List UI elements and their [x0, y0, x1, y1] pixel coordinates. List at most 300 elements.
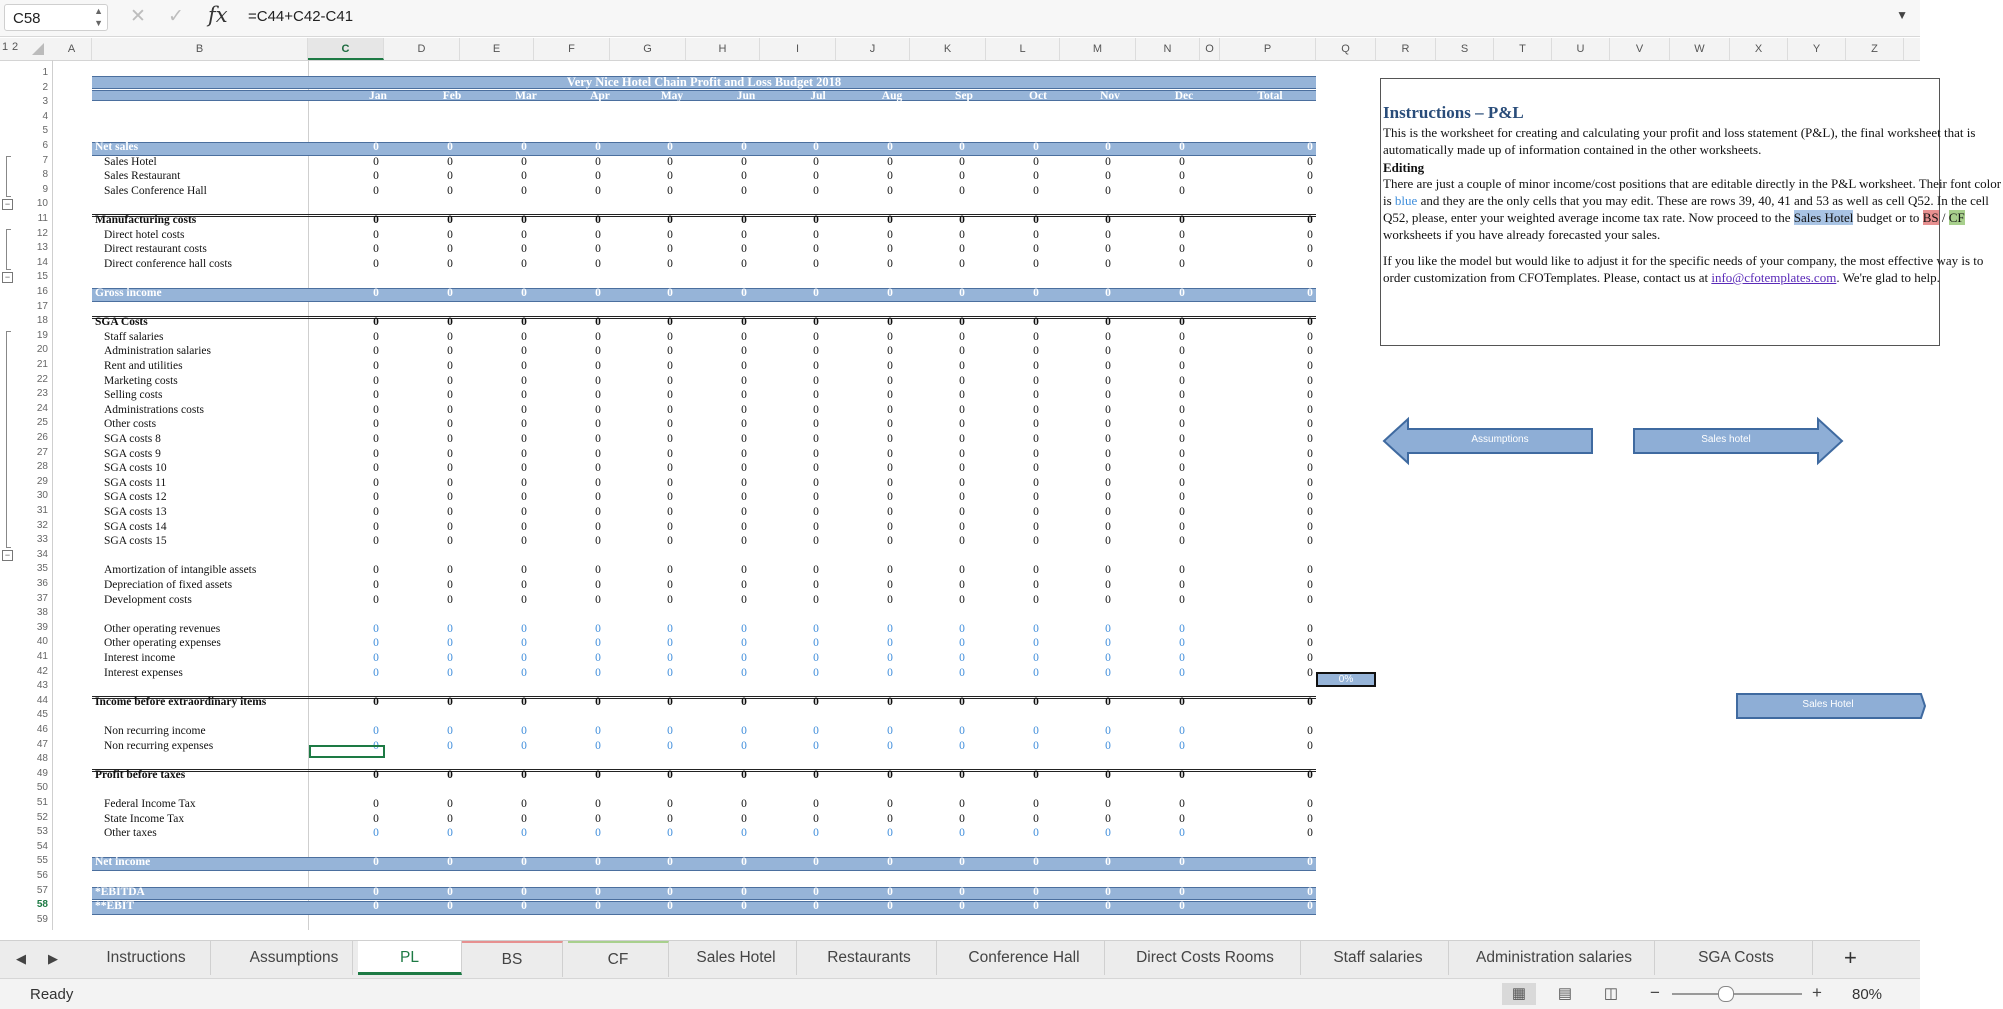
row-header-54[interactable]: 54	[36, 840, 48, 852]
value-cell[interactable]: 0	[667, 666, 673, 679]
value-cell[interactable]: 0	[447, 141, 453, 153]
value-cell[interactable]: 0	[595, 418, 601, 431]
value-cell[interactable]: 0	[741, 827, 747, 840]
value-cell[interactable]: 0	[447, 374, 453, 387]
column-header-j[interactable]: J	[836, 38, 910, 60]
row-label-6[interactable]: Net sales	[95, 141, 139, 153]
row-header-2[interactable]: 2	[42, 81, 48, 93]
value-cell[interactable]: 0	[373, 637, 379, 650]
value-cell[interactable]: 0	[959, 141, 965, 153]
value-cell[interactable]: 0	[887, 506, 893, 518]
value-cell[interactable]: 0	[887, 389, 893, 402]
value-cell[interactable]: 0	[887, 520, 893, 533]
value-cell[interactable]: 0	[447, 330, 453, 343]
value-cell[interactable]: 0	[595, 622, 601, 635]
value-cell[interactable]: 0	[741, 447, 747, 460]
value-cell[interactable]: 0	[521, 330, 527, 343]
value-cell[interactable]: 0	[813, 476, 819, 489]
value-cell[interactable]: 0	[741, 506, 747, 518]
row-label-40[interactable]: Other operating expenses	[104, 637, 221, 650]
row-header-58[interactable]: 58	[36, 899, 48, 911]
page-layout-view-icon[interactable]: ▤	[1557, 985, 1573, 1002]
collapse-group-icon[interactable]: −	[2, 550, 13, 561]
value-cell[interactable]: 0	[813, 579, 819, 591]
value-cell[interactable]: 0	[373, 257, 379, 270]
value-cell[interactable]: 0	[959, 535, 965, 548]
value-cell[interactable]: 0	[959, 214, 965, 226]
value-cell[interactable]: 0	[1033, 403, 1039, 416]
value-cell[interactable]: 0	[1105, 856, 1111, 869]
value-cell[interactable]: 0	[887, 462, 893, 475]
row-header-38[interactable]: 38	[36, 607, 48, 619]
value-cell[interactable]: 0	[1033, 462, 1039, 475]
value-cell[interactable]: 0	[813, 170, 819, 183]
row-header-25[interactable]: 25	[36, 417, 48, 429]
value-cell[interactable]: 0	[595, 389, 601, 402]
value-cell[interactable]: 0	[1105, 506, 1111, 518]
value-cell[interactable]: 0	[447, 900, 453, 913]
value-cell[interactable]: 0	[1105, 243, 1111, 256]
value-cell[interactable]: 0	[959, 243, 965, 256]
row-label-16[interactable]: Gross income	[95, 287, 162, 299]
value-cell[interactable]: 0	[813, 374, 819, 387]
value-cell[interactable]: 0	[1307, 170, 1313, 183]
row-label-12[interactable]: Direct hotel costs	[104, 228, 185, 241]
value-cell[interactable]: 0	[741, 579, 747, 591]
row-header-8[interactable]: 8	[42, 169, 48, 181]
row-label-41[interactable]: Interest income	[104, 652, 176, 664]
value-cell[interactable]: 0	[667, 287, 673, 299]
column-header-w[interactable]: W	[1670, 38, 1730, 60]
value-cell[interactable]: 0	[595, 593, 601, 606]
value-cell[interactable]: 0	[1105, 345, 1111, 358]
row-header-12[interactable]: 12	[36, 227, 48, 239]
row-header-42[interactable]: 42	[36, 665, 48, 677]
value-cell[interactable]: 0	[813, 812, 819, 825]
value-cell[interactable]: 0	[741, 243, 747, 256]
row-header-18[interactable]: 18	[36, 315, 48, 327]
value-cell[interactable]: 0	[373, 462, 379, 475]
value-cell[interactable]: 0	[1307, 462, 1313, 475]
value-cell[interactable]: 0	[1105, 462, 1111, 475]
row-label-22[interactable]: Marketing costs	[104, 374, 178, 387]
value-cell[interactable]: 0	[667, 447, 673, 460]
value-cell[interactable]: 0	[667, 652, 673, 664]
value-cell[interactable]: 0	[1179, 827, 1185, 840]
value-cell[interactable]: 0	[1033, 418, 1039, 431]
value-cell[interactable]: 0	[667, 491, 673, 504]
value-cell[interactable]: 0	[1307, 257, 1313, 270]
value-cell[interactable]: 0	[521, 827, 527, 840]
row-header-22[interactable]: 22	[36, 373, 48, 385]
value-cell[interactable]: 0	[741, 228, 747, 241]
value-cell[interactable]: 0	[1033, 579, 1039, 591]
value-cell[interactable]: 0	[447, 593, 453, 606]
value-cell[interactable]: 0	[1105, 739, 1111, 752]
value-cell[interactable]: 0	[959, 433, 965, 445]
value-cell[interactable]: 0	[521, 695, 527, 708]
value-cell[interactable]: 0	[1179, 652, 1185, 664]
value-cell[interactable]: 0	[667, 360, 673, 372]
value-cell[interactable]: 0	[373, 564, 379, 577]
row-header-45[interactable]: 45	[36, 709, 48, 721]
value-cell[interactable]: 0	[1033, 798, 1039, 810]
value-cell[interactable]: 0	[813, 535, 819, 548]
value-cell[interactable]: 0	[595, 447, 601, 460]
value-cell[interactable]: 0	[595, 652, 601, 664]
row-label-25[interactable]: Other costs	[104, 418, 157, 431]
value-cell[interactable]: 0	[667, 141, 673, 153]
row-header-47[interactable]: 47	[36, 738, 48, 750]
value-cell[interactable]: 0	[667, 257, 673, 270]
value-cell[interactable]: 0	[1105, 695, 1111, 708]
value-cell[interactable]: 0	[1179, 695, 1185, 708]
value-cell[interactable]: 0	[447, 768, 453, 781]
value-cell[interactable]: 0	[887, 374, 893, 387]
value-cell[interactable]: 0	[1307, 403, 1313, 416]
value-cell[interactable]: 0	[1105, 389, 1111, 402]
value-cell[interactable]: 0	[521, 593, 527, 606]
value-cell[interactable]: 0	[1307, 447, 1313, 460]
row-header-20[interactable]: 20	[36, 344, 48, 356]
row-header-27[interactable]: 27	[36, 446, 48, 458]
value-cell[interactable]: 0	[667, 330, 673, 343]
value-cell[interactable]: 0	[1033, 520, 1039, 533]
row-label-35[interactable]: Amortization of intangible assets	[104, 564, 257, 577]
row-header-3[interactable]: 3	[42, 96, 48, 108]
value-cell[interactable]: 0	[813, 155, 819, 168]
value-cell[interactable]: 0	[447, 447, 453, 460]
value-cell[interactable]: 0	[959, 316, 965, 329]
value-cell[interactable]: 0	[813, 184, 819, 197]
value-cell[interactable]: 0	[373, 141, 379, 153]
tab-instructions[interactable]: Instructions	[82, 941, 211, 975]
column-header-z[interactable]: Z	[1846, 38, 1904, 60]
row-label-14[interactable]: Direct conference hall costs	[104, 257, 233, 270]
row-header-24[interactable]: 24	[36, 402, 48, 414]
value-cell[interactable]: 0	[887, 768, 893, 781]
value-cell[interactable]: 0	[1105, 403, 1111, 416]
value-cell[interactable]: 0	[741, 389, 747, 402]
value-cell[interactable]: 0	[1179, 506, 1185, 518]
value-cell[interactable]: 0	[1105, 812, 1111, 825]
value-cell[interactable]: 0	[373, 214, 379, 226]
value-cell[interactable]: 0	[1179, 535, 1185, 548]
value-cell[interactable]: 0	[959, 885, 965, 898]
value-cell[interactable]: 0	[1033, 900, 1039, 913]
value-cell[interactable]: 0	[1307, 652, 1313, 664]
value-cell[interactable]: 0	[521, 257, 527, 270]
value-cell[interactable]: 0	[959, 768, 965, 781]
value-cell[interactable]: 0	[373, 360, 379, 372]
tab-sales-hotel[interactable]: Sales Hotel	[676, 941, 797, 975]
value-cell[interactable]: 0	[373, 885, 379, 898]
value-cell[interactable]: 0	[1105, 768, 1111, 781]
value-cell[interactable]: 0	[959, 798, 965, 810]
value-cell[interactable]: 0	[447, 622, 453, 635]
value-cell[interactable]: 0	[373, 579, 379, 591]
value-cell[interactable]: 0	[1179, 243, 1185, 256]
value-cell[interactable]: 0	[373, 593, 379, 606]
value-cell[interactable]: 0	[595, 462, 601, 475]
value-cell[interactable]: 0	[667, 476, 673, 489]
value-cell[interactable]: 0	[667, 622, 673, 635]
row-label-19[interactable]: Staff salaries	[104, 330, 164, 343]
value-cell[interactable]: 0	[1307, 184, 1313, 197]
value-cell[interactable]: 0	[741, 374, 747, 387]
value-cell[interactable]: 0	[959, 184, 965, 197]
value-cell[interactable]: 0	[1307, 389, 1313, 402]
value-cell[interactable]: 0	[1105, 520, 1111, 533]
value-cell[interactable]: 0	[1105, 257, 1111, 270]
value-cell[interactable]: 0	[521, 287, 527, 299]
value-cell[interactable]: 0	[1033, 447, 1039, 460]
row-header-28[interactable]: 28	[36, 461, 48, 473]
value-cell[interactable]: 0	[595, 666, 601, 679]
value-cell[interactable]: 0	[959, 462, 965, 475]
value-cell[interactable]: 0	[595, 725, 601, 737]
value-cell[interactable]: 0	[959, 827, 965, 840]
value-cell[interactable]: 0	[813, 520, 819, 533]
row-label-36[interactable]: Depreciation of fixed assets	[104, 579, 233, 591]
value-cell[interactable]: 0	[373, 739, 379, 752]
value-cell[interactable]: 0	[813, 725, 819, 737]
name-box[interactable]	[4, 4, 108, 31]
column-header-i[interactable]: I	[760, 38, 836, 60]
value-cell[interactable]: 0	[521, 316, 527, 329]
value-cell[interactable]: 0	[447, 491, 453, 504]
tab-sga-costs[interactable]: SGA Costs	[1660, 941, 1813, 975]
tab-direct-costs-rooms[interactable]: Direct Costs Rooms	[1110, 941, 1301, 975]
value-cell[interactable]: 0	[667, 243, 673, 256]
value-cell[interactable]: 0	[373, 506, 379, 518]
value-cell[interactable]: 0	[1105, 360, 1111, 372]
normal-view-icon[interactable]: ▦	[1502, 983, 1536, 1005]
value-cell[interactable]: 0	[373, 433, 379, 445]
row-label-47[interactable]: Non recurring expenses	[104, 739, 214, 752]
value-cell[interactable]: 0	[1307, 579, 1313, 591]
value-cell[interactable]: 0	[667, 403, 673, 416]
value-cell[interactable]: 0	[521, 141, 527, 153]
value-cell[interactable]: 0	[887, 447, 893, 460]
value-cell[interactable]: 0	[667, 564, 673, 577]
value-cell[interactable]: 0	[887, 141, 893, 153]
row-header-46[interactable]: 46	[36, 724, 48, 735]
tab-pl[interactable]: PL	[358, 941, 462, 975]
value-cell[interactable]: 0	[1033, 330, 1039, 343]
value-cell[interactable]: 0	[1179, 389, 1185, 402]
value-cell[interactable]: 0	[1307, 535, 1313, 548]
value-cell[interactable]: 0	[741, 287, 747, 299]
row-label-18[interactable]: SGA Costs	[95, 316, 148, 329]
value-cell[interactable]: 0	[813, 593, 819, 606]
row-header-5[interactable]: 5	[42, 125, 48, 137]
value-cell[interactable]: 0	[1033, 360, 1039, 372]
value-cell[interactable]: 0	[667, 637, 673, 650]
value-cell[interactable]: 0	[667, 170, 673, 183]
value-cell[interactable]: 0	[447, 345, 453, 358]
value-cell[interactable]: 0	[1179, 564, 1185, 577]
value-cell[interactable]: 0	[521, 637, 527, 650]
value-cell[interactable]: 0	[1307, 856, 1313, 869]
value-cell[interactable]: 0	[1179, 228, 1185, 241]
value-cell[interactable]: 0	[1179, 812, 1185, 825]
value-cell[interactable]: 0	[1105, 798, 1111, 810]
value-cell[interactable]: 0	[1179, 768, 1185, 781]
value-cell[interactable]: 0	[447, 535, 453, 548]
value-cell[interactable]: 0	[373, 622, 379, 635]
zoom-slider-track[interactable]	[1672, 993, 1802, 995]
value-cell[interactable]: 0	[1179, 666, 1185, 679]
value-cell[interactable]: 0	[887, 535, 893, 548]
value-cell[interactable]: 0	[1307, 564, 1313, 577]
value-cell[interactable]: 0	[1105, 579, 1111, 591]
row-label-49[interactable]: Profit before taxes	[95, 768, 186, 781]
value-cell[interactable]: 0	[1105, 287, 1111, 299]
value-cell[interactable]: 0	[813, 652, 819, 664]
value-cell[interactable]: 0	[521, 184, 527, 197]
value-cell[interactable]: 0	[741, 170, 747, 183]
value-cell[interactable]: 0	[595, 739, 601, 752]
value-cell[interactable]: 0	[741, 476, 747, 489]
row-header-23[interactable]: 23	[36, 388, 48, 400]
value-cell[interactable]: 0	[887, 403, 893, 416]
value-cell[interactable]: 0	[595, 316, 601, 329]
value-cell[interactable]: 0	[1179, 476, 1185, 489]
value-cell[interactable]: 0	[887, 214, 893, 226]
value-cell[interactable]: 0	[1033, 535, 1039, 548]
value-cell[interactable]: 0	[373, 345, 379, 358]
value-cell[interactable]: 0	[595, 184, 601, 197]
page-break-view-icon[interactable]: ◫	[1603, 985, 1619, 1002]
value-cell[interactable]: 0	[667, 389, 673, 402]
value-cell[interactable]: 0	[1033, 476, 1039, 489]
value-cell[interactable]: 0	[887, 433, 893, 445]
value-cell[interactable]: 0	[1033, 768, 1039, 781]
row-header-49[interactable]: 49	[36, 767, 48, 779]
row-label-44[interactable]: Income before extraordinary items	[95, 695, 267, 708]
value-cell[interactable]: 0	[1179, 885, 1185, 898]
value-cell[interactable]: 0	[1105, 316, 1111, 329]
value-cell[interactable]: 0	[1179, 374, 1185, 387]
value-cell[interactable]: 0	[373, 389, 379, 402]
row-header-53[interactable]: 53	[36, 826, 48, 838]
value-cell[interactable]: 0	[959, 637, 965, 650]
value-cell[interactable]: 0	[741, 330, 747, 343]
value-cell[interactable]: 0	[1033, 506, 1039, 518]
row-header-34[interactable]: 34	[36, 548, 48, 560]
row-header-35[interactable]: 35	[36, 563, 48, 575]
value-cell[interactable]: 0	[1307, 155, 1313, 168]
value-cell[interactable]: 0	[959, 506, 965, 518]
value-cell[interactable]: 0	[741, 666, 747, 679]
value-cell[interactable]: 0	[1179, 725, 1185, 737]
column-header-g[interactable]: G	[610, 38, 686, 60]
value-cell[interactable]: 0	[741, 900, 747, 913]
value-cell[interactable]: 0	[887, 476, 893, 489]
value-cell[interactable]: 0	[447, 827, 453, 840]
value-cell[interactable]: 0	[373, 695, 379, 708]
value-cell[interactable]: 0	[1033, 827, 1039, 840]
value-cell[interactable]: 0	[813, 228, 819, 241]
value-cell[interactable]: 0	[741, 462, 747, 475]
value-cell[interactable]: 0	[813, 287, 819, 299]
row-header-55[interactable]: 55	[36, 855, 48, 867]
value-cell[interactable]: 0	[1105, 885, 1111, 898]
value-cell[interactable]: 0	[667, 155, 673, 168]
name-box-stepper-icon[interactable]: ▲ ▼	[94, 6, 103, 28]
value-cell[interactable]: 0	[959, 900, 965, 913]
value-cell[interactable]: 0	[373, 403, 379, 416]
value-cell[interactable]: 0	[741, 739, 747, 752]
value-cell[interactable]: 0	[813, 798, 819, 810]
value-cell[interactable]: 0	[447, 316, 453, 329]
value-cell[interactable]: 0	[887, 695, 893, 708]
column-header-f[interactable]: F	[534, 38, 610, 60]
value-cell[interactable]: 0	[447, 184, 453, 197]
value-cell[interactable]: 0	[1105, 228, 1111, 241]
value-cell[interactable]: 0	[1033, 170, 1039, 183]
value-cell[interactable]: 0	[1179, 593, 1185, 606]
column-header-r[interactable]: R	[1376, 38, 1436, 60]
value-cell[interactable]: 0	[887, 666, 893, 679]
value-cell[interactable]: 0	[1179, 316, 1185, 329]
value-cell[interactable]: 0	[1105, 433, 1111, 445]
row-label-33[interactable]: SGA costs 15	[104, 535, 167, 548]
row-header-50[interactable]: 50	[36, 782, 48, 794]
value-cell[interactable]: 0	[1179, 214, 1185, 226]
value-cell[interactable]: 0	[887, 856, 893, 869]
row-label-20[interactable]: Administration salaries	[104, 345, 211, 358]
value-cell[interactable]: 0	[521, 170, 527, 183]
value-cell[interactable]: 0	[667, 228, 673, 241]
value-cell[interactable]: 0	[667, 725, 673, 737]
value-cell[interactable]: 0	[521, 579, 527, 591]
value-cell[interactable]: 0	[595, 885, 601, 898]
value-cell[interactable]: 0	[447, 462, 453, 475]
value-cell[interactable]: 0	[447, 433, 453, 445]
value-cell[interactable]: 0	[813, 389, 819, 402]
column-header-a[interactable]: A	[52, 38, 92, 60]
value-cell[interactable]: 0	[959, 374, 965, 387]
value-cell[interactable]: 0	[887, 564, 893, 577]
value-cell[interactable]: 0	[447, 228, 453, 241]
value-cell[interactable]: 0	[1033, 316, 1039, 329]
value-cell[interactable]: 0	[1105, 827, 1111, 840]
row-header-14[interactable]: 14	[36, 256, 48, 268]
value-cell[interactable]: 0	[447, 739, 453, 752]
value-cell[interactable]: 0	[813, 462, 819, 475]
column-header-b[interactable]: B	[92, 38, 308, 60]
value-cell[interactable]: 0	[1105, 374, 1111, 387]
column-header-v[interactable]: V	[1610, 38, 1670, 60]
value-cell[interactable]: 0	[813, 345, 819, 358]
value-cell[interactable]: 0	[959, 389, 965, 402]
value-cell[interactable]: 0	[887, 798, 893, 810]
zoom-slider-knob[interactable]	[1718, 986, 1734, 1002]
value-cell[interactable]: 0	[521, 345, 527, 358]
value-cell[interactable]: 0	[373, 798, 379, 810]
value-cell[interactable]: 0	[595, 506, 601, 518]
value-cell[interactable]: 0	[1307, 506, 1313, 518]
value-cell[interactable]: 0	[1033, 622, 1039, 635]
value-cell[interactable]: 0	[1307, 141, 1313, 153]
value-cell[interactable]: 0	[595, 155, 601, 168]
value-cell[interactable]: 0	[521, 491, 527, 504]
value-cell[interactable]: 0	[373, 316, 379, 329]
row-header-32[interactable]: 32	[36, 519, 48, 531]
row-label-31[interactable]: SGA costs 13	[104, 506, 167, 518]
